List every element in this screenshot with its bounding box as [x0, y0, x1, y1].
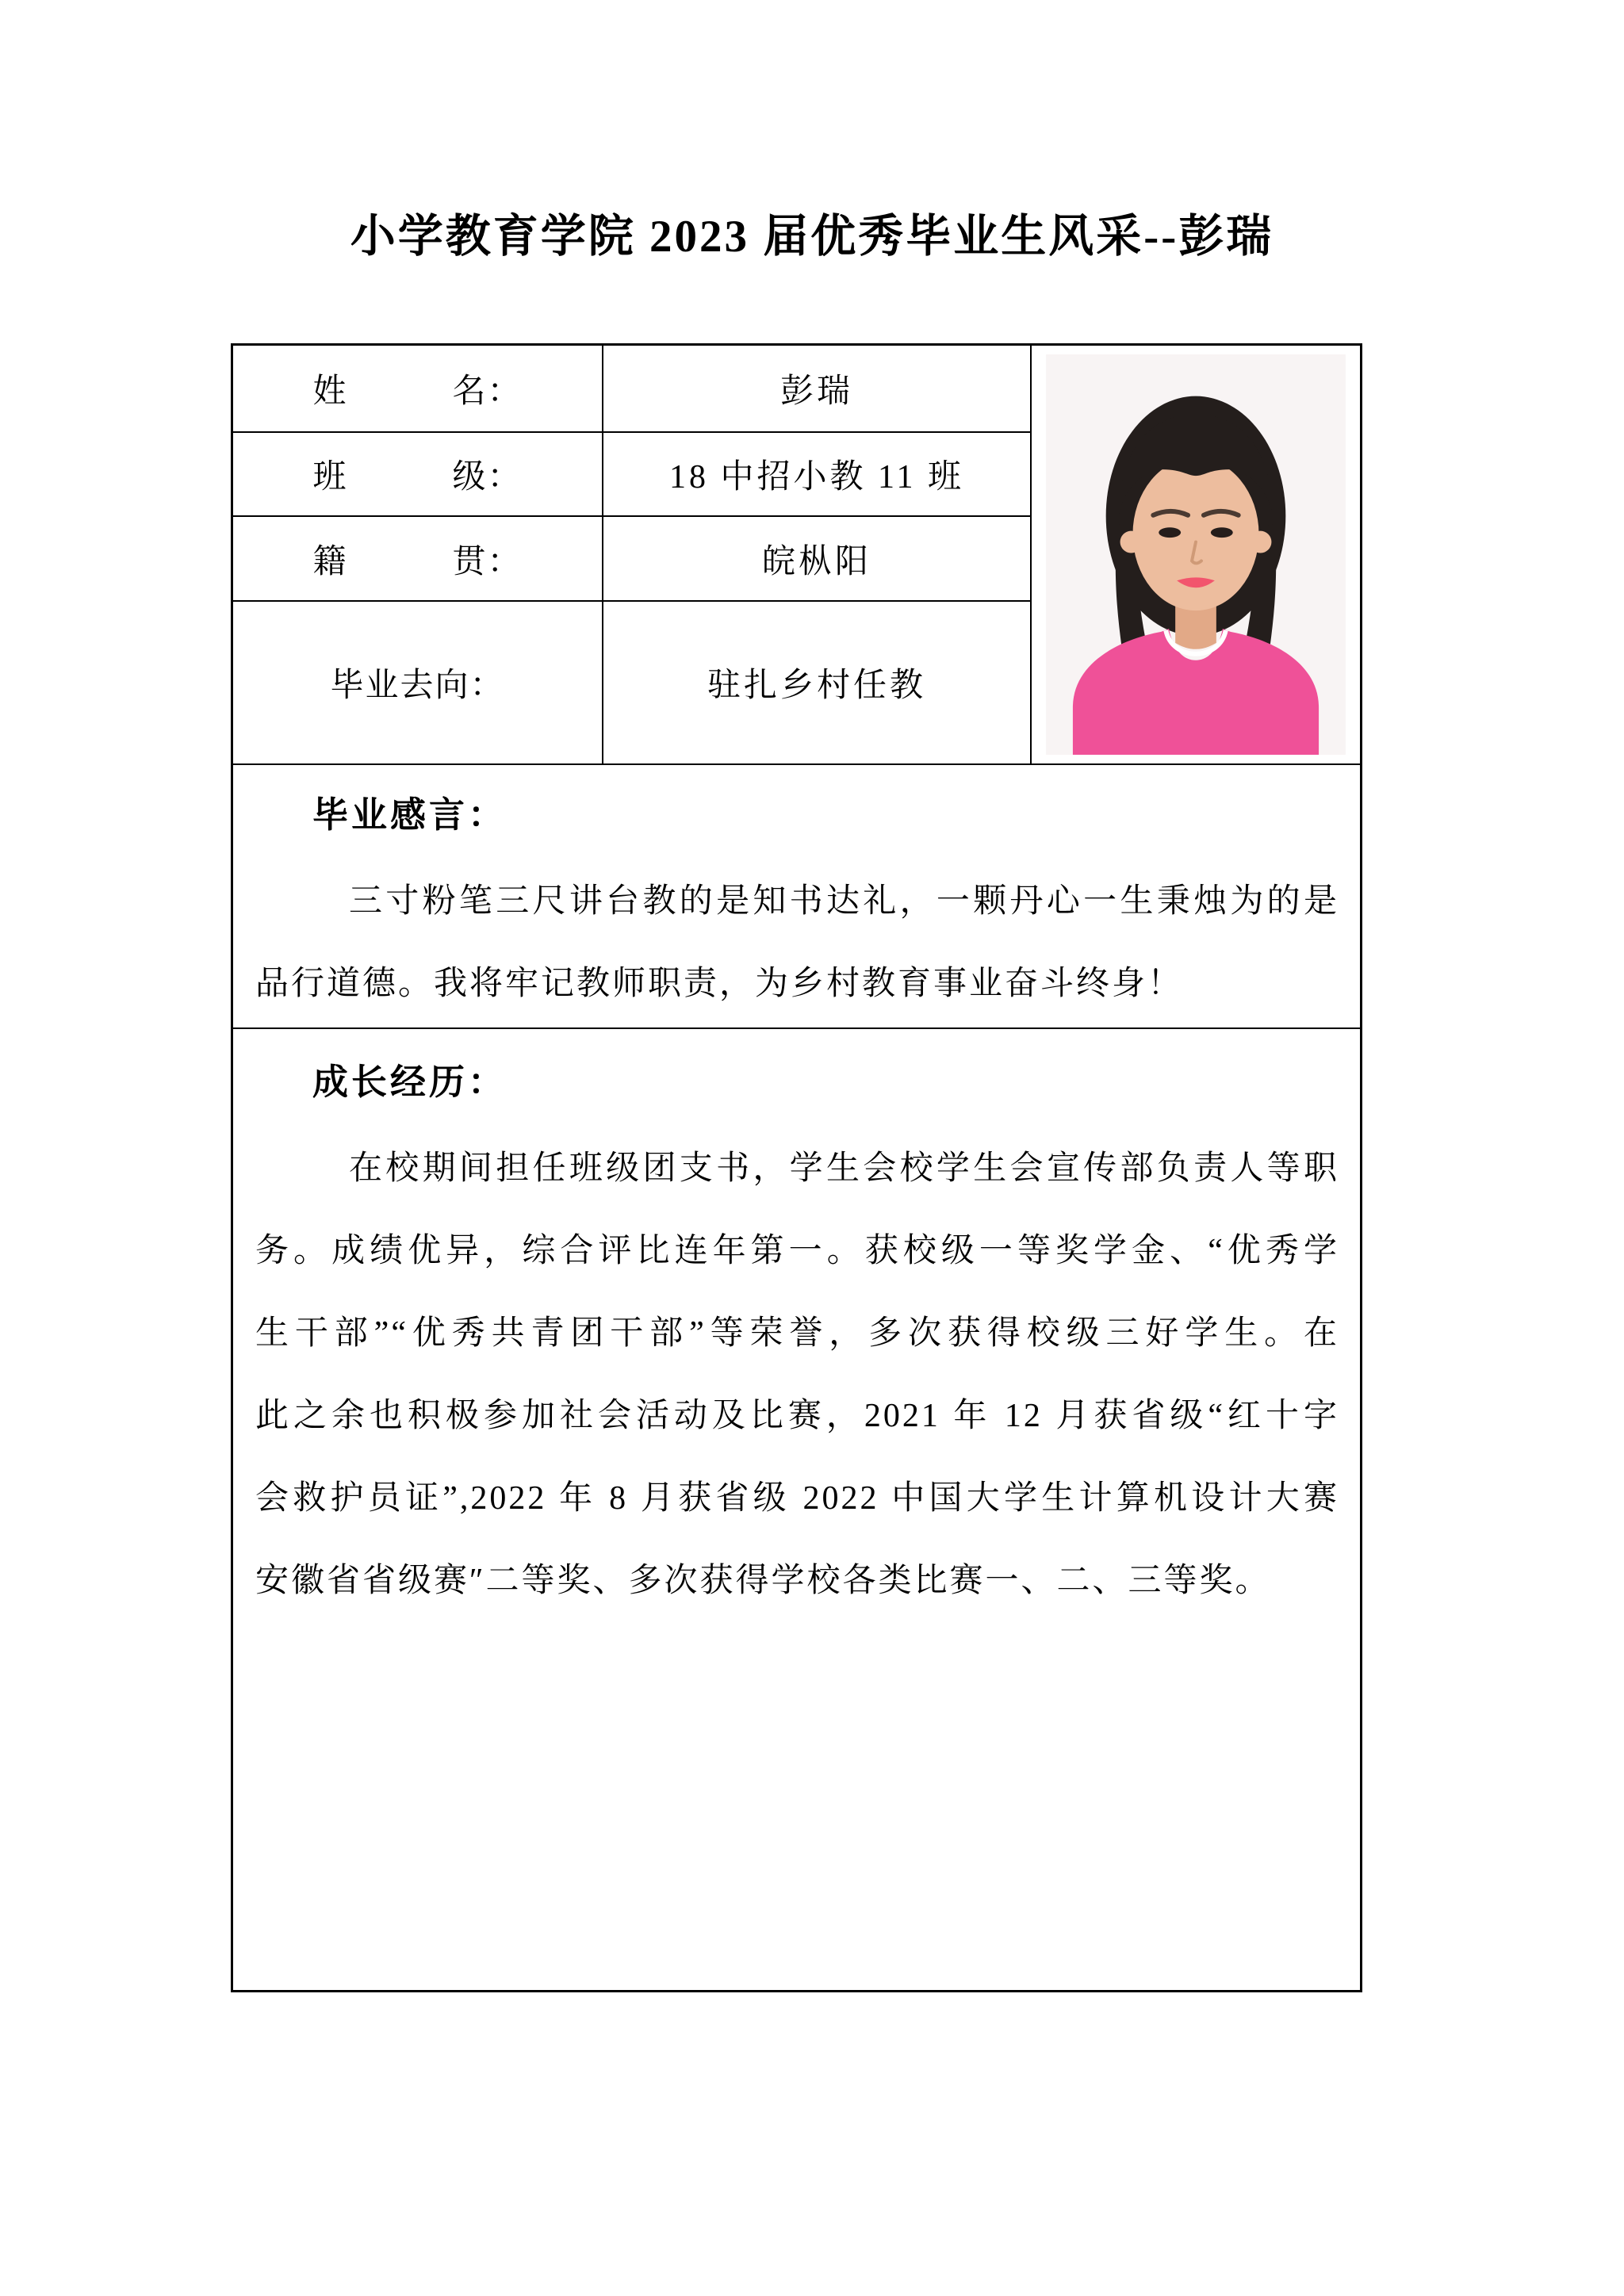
growth-section [233, 1029, 1360, 1990]
name-label: 姓 名： [312, 373, 523, 410]
growth-line: 此之余也积极参加社会活动及比赛，2021 年 12 月获省级“红十字 [255, 1398, 1339, 1434]
hometown-label: 籍 贯： [312, 543, 523, 580]
hometown-value-cell [603, 517, 1032, 602]
growth-heading: 成长经历： [312, 1062, 508, 1102]
growth-line: 会救护员证”,2022 年 8 月获省级 2022 中国大学生计算机设计大赛 [255, 1480, 1339, 1517]
reflection-section [233, 765, 1360, 1029]
reflection-paragraph [255, 860, 1339, 1025]
name-label-cell [233, 346, 603, 433]
portrait-photo [1046, 354, 1346, 755]
eye-left [1159, 527, 1181, 538]
growth-line: 安徽省省级赛″二等奖、多次获得学校各类比赛一、二、三等奖。 [255, 1563, 1271, 1599]
class-label: 班 级： [312, 459, 523, 496]
name-value-cell [603, 346, 1032, 433]
hometown-value: 皖枞阳 [761, 543, 871, 580]
growth-paragraph [255, 1127, 1339, 1622]
eye-right [1211, 527, 1233, 538]
destination-value: 驻扎乡村任教 [707, 668, 926, 704]
growth-line: 在校期间担任班级团支书，学生会校学生会宣传部负责人等职 [349, 1150, 1339, 1187]
destination-value-cell [603, 602, 1032, 765]
hometown-label-cell [233, 517, 603, 602]
profile-table [231, 343, 1362, 1992]
class-value: 18 中招小教 11 班 [669, 459, 964, 496]
name-value: 彭瑞 [779, 373, 853, 410]
class-label-cell [233, 433, 603, 517]
reflection-heading: 毕业感言： [312, 795, 508, 835]
photo-cell [1032, 346, 1360, 765]
destination-label: 毕业去向： [330, 668, 505, 704]
growth-line: 生干部”“优秀共青团干部”等荣誉，多次获得校级三好学生。在 [255, 1315, 1339, 1352]
page-title: 小学教育学院 2023 届优秀毕业生风采--彭瑞 [350, 212, 1274, 262]
reflection-line: 品行道德。我将牢记教师职责，为乡村教育事业奋斗终身！ [255, 966, 1184, 1002]
class-value-cell [603, 433, 1032, 517]
growth-line: 务。成绩优异，综合评比连年第一。获校级一等奖学金、“优秀学 [255, 1233, 1339, 1269]
reflection-line: 三寸粉笔三尺讲台教的是知书达礼，一颗丹心一生秉烛为的是 [349, 883, 1339, 920]
destination-label-cell [233, 602, 603, 765]
